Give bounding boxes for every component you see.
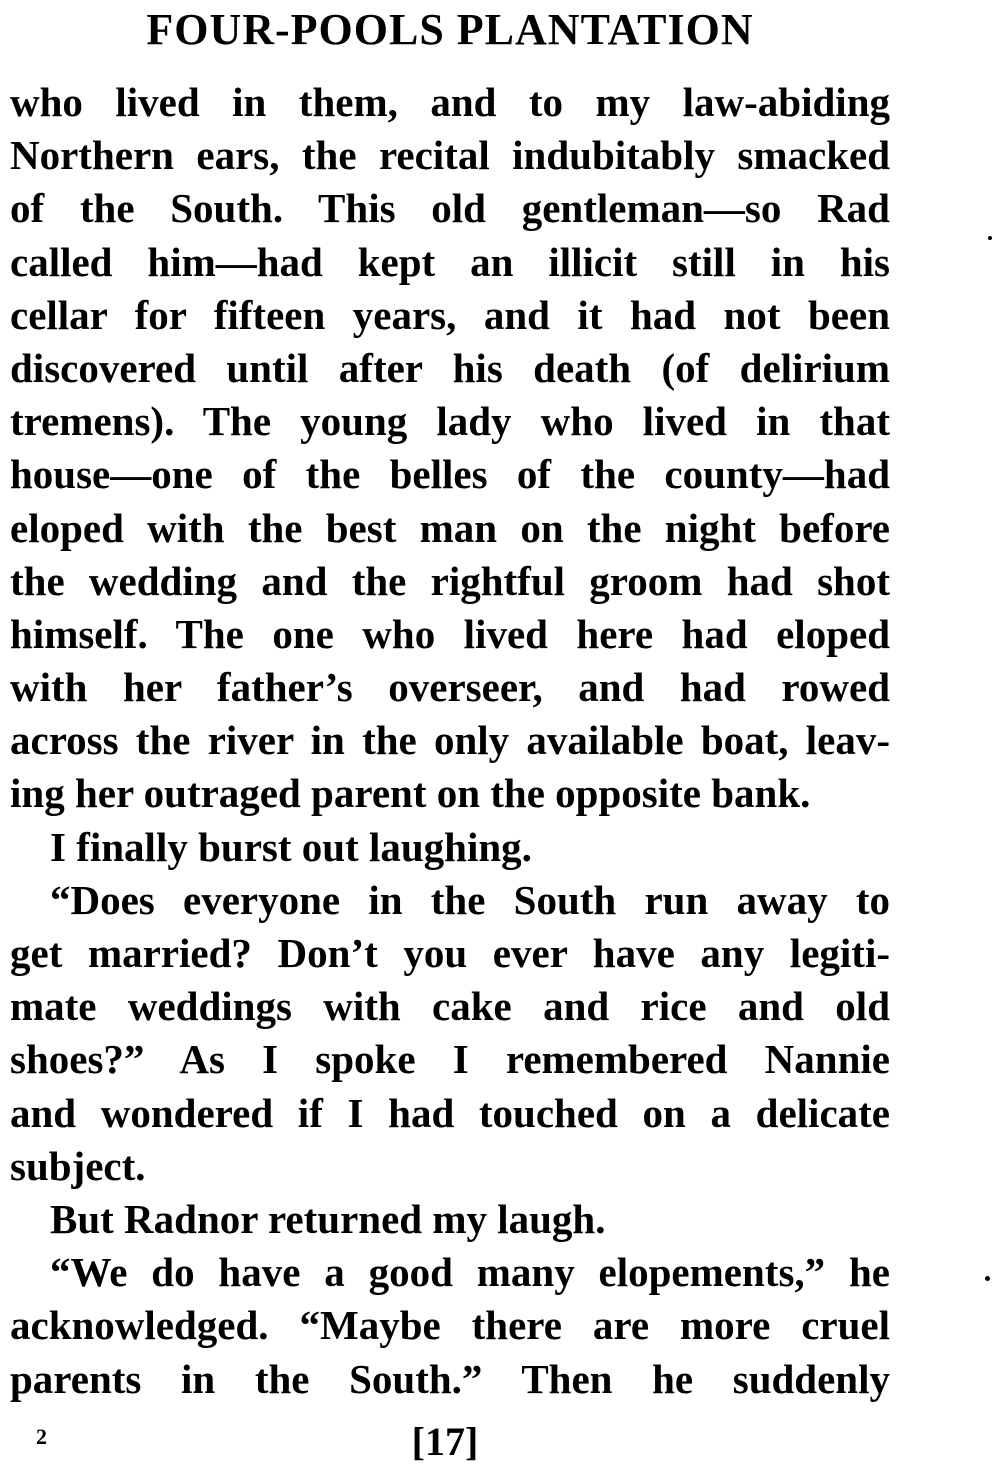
text-line: of the South. This old gentleman—so Rad	[10, 185, 890, 232]
text-line: acknowledged. “Maybe there are more cruel	[10, 1302, 890, 1349]
body-text	[10, 76, 890, 1406]
text-line: tremens). The young lady who lived in that	[10, 398, 890, 445]
text-line: But Radnor returned my laugh.	[50, 1195, 606, 1242]
text-line: shoes?” As I spoke I remembered Nannie	[10, 1036, 890, 1083]
text-line: called him—had kept an illicit still in his	[10, 238, 890, 285]
text-line: discovered until after his death (of delirium	[10, 344, 890, 391]
scan-speck	[988, 236, 992, 240]
text-line: himself. The one who lived here had eloped	[10, 610, 890, 657]
running-head-title: FOUR-POOLS PLANTATION	[146, 5, 754, 54]
text-line: “We do have a good many elopements,” he	[50, 1249, 890, 1296]
text-line: who lived in them, and to my law-abiding	[10, 79, 890, 125]
text-line: subject.	[10, 1142, 146, 1189]
scan-speck	[985, 1276, 990, 1281]
text-line: eloped with the best man on the night before	[10, 504, 890, 551]
text-line: get married? Don’t you ever have any legiti-	[10, 930, 890, 976]
text-line: cellar for fifteen years, and it had not been	[10, 291, 890, 338]
page-number: [17]	[411, 1419, 479, 1464]
text-line: with her father’s overseer, and had rowed	[10, 664, 890, 711]
text-line: the wedding and the rightful groom had shot	[10, 557, 890, 604]
text-line: parents in the South.” Then he suddenly	[10, 1355, 890, 1402]
text-line: house—one of the belles of the county—had	[10, 451, 890, 498]
text-line: mate weddings with cake and rice and old	[10, 983, 890, 1030]
text-line: across the river in the only available boat, leav-	[10, 717, 890, 764]
text-line: ing her outraged parent on the opposite bank.	[10, 770, 811, 817]
signature-mark: 2	[36, 1424, 47, 1449]
text-line: “Does everyone in the South run away to	[50, 876, 890, 923]
text-line: and wondered if I had touched on a delicate	[10, 1089, 890, 1136]
text-line: I finally burst out laughing.	[50, 823, 532, 870]
text-line: Northern ears, the recital indubitably smacked	[10, 132, 890, 179]
